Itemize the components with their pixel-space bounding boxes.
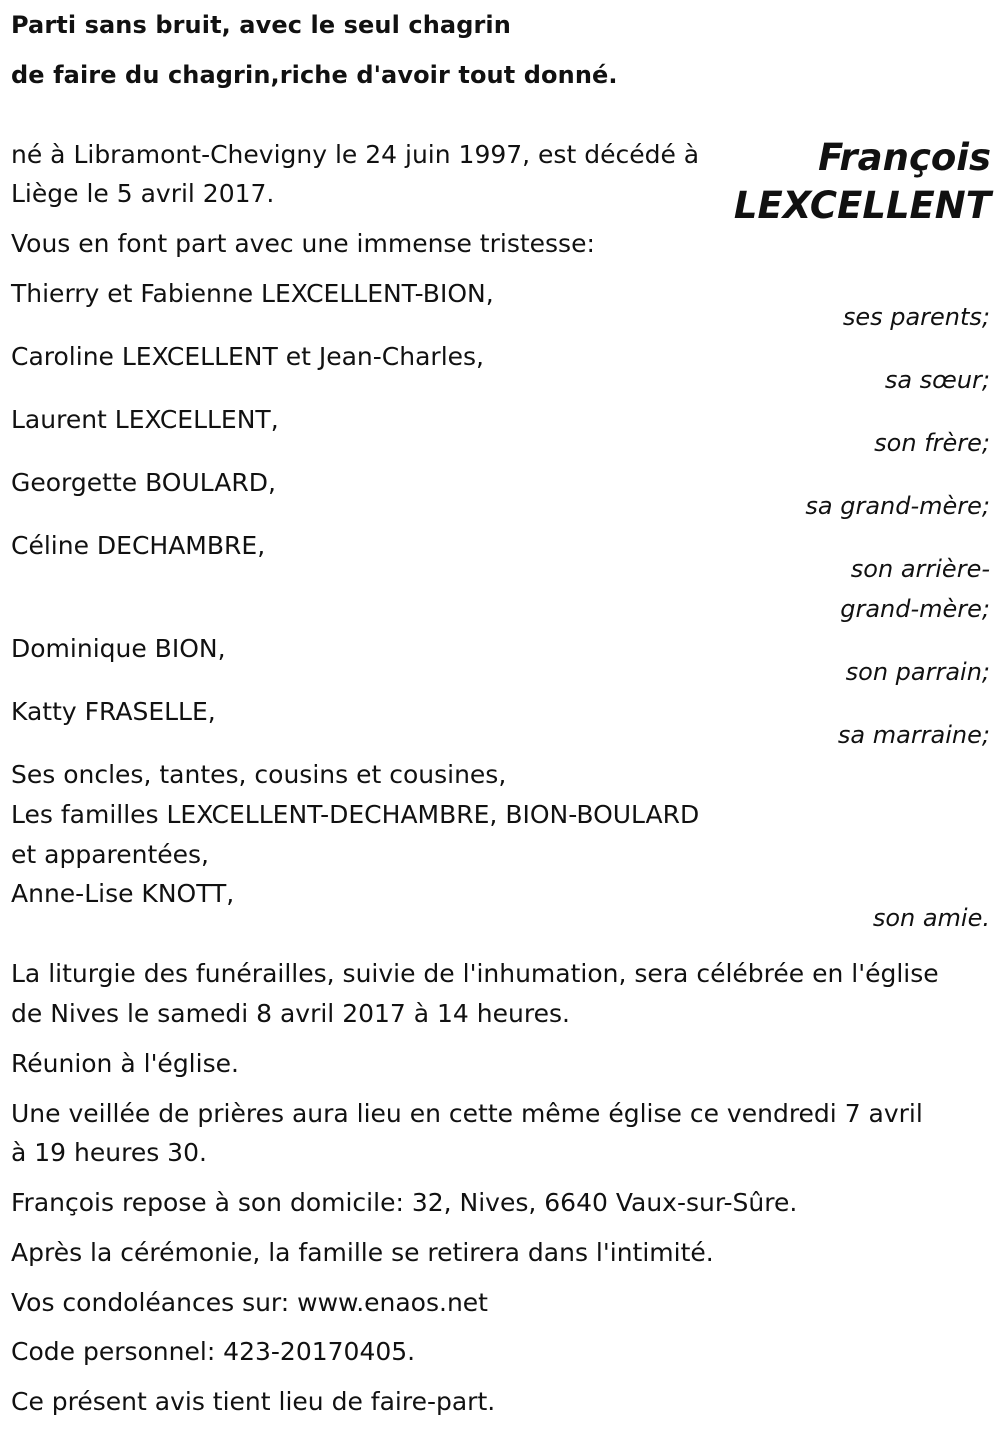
ceremony-line-2: de Nives le samedi 8 avril 2017 à 14 heures. — [11, 999, 570, 1028]
family-member-name: Georgette BOULARD, — [11, 468, 276, 497]
family-member-role: ses parents; — [842, 303, 990, 331]
relatives-line-4: Anne-Lise KNOTT, — [11, 879, 235, 908]
epigraph-line-1: Parti sans bruit, avec le seul chagrin — [11, 11, 511, 39]
relatives-line-1: Ses oncles, tantes, cousins et cousines, — [11, 760, 507, 789]
epigraph-line-2: de faire du chagrin,riche d'avoir tout donné. — [11, 61, 618, 89]
after-ceremony-text: Après la cérémonie, la famille se retirera dans l'intimité. — [11, 1238, 714, 1267]
vigil-line-1: Une veillée de prières aura lieu en cette même église ce vendredi 7 avril — [11, 1099, 923, 1128]
announcement: Vous en font part avec une immense tristesse: — [11, 229, 595, 258]
repose-text: François repose à son domicile: 32, Nives, 6640 Vaux-sur-Sûre. — [11, 1188, 798, 1217]
notice-text: Ce présent avis tient lieu de faire-part. — [11, 1387, 496, 1416]
deceased-first-name: François — [818, 136, 991, 179]
family-member-role: sa grand-mère; — [805, 492, 990, 520]
family-member-name: Céline DECHAMBRE, — [11, 531, 266, 560]
family-member-name: Thierry et Fabienne LEXCELLENT-BION, — [11, 279, 494, 308]
family-member-role-line-2: grand-mère; — [840, 595, 990, 623]
condolences-text: Vos condoléances sur: www.enaos.net — [11, 1288, 488, 1317]
ceremony-line-1: La liturgie des funérailles, suivie de l'inhumation, sera célébrée en l'église — [11, 959, 939, 988]
family-member-role: sa sœur; — [884, 366, 990, 394]
birth-death-line-1: né à Libramont-Chevigny le 24 juin 1997, est décédé à — [11, 140, 700, 169]
family-member-role-line-1: son arrière- — [850, 555, 990, 583]
family-member-name: Katty FRASELLE, — [11, 697, 216, 726]
relatives-line-2: Les familles LEXCELLENT-DECHAMBRE, BION-BOULARD — [11, 800, 700, 829]
birth-death-line-2: Liège le 5 avril 2017. — [11, 179, 275, 208]
family-member-name: Laurent LEXCELLENT, — [11, 405, 279, 434]
deceased-last-name: LEXCELLENT — [733, 184, 991, 227]
family-member-role: son parrain; — [845, 658, 990, 686]
personal-code-text: Code personnel: 423-20170405. — [11, 1337, 416, 1366]
vigil-line-2: à 19 heures 30. — [11, 1138, 207, 1167]
family-member-role: son frère; — [874, 429, 990, 457]
family-member-role: sa marraine; — [837, 721, 990, 749]
relatives-line-3: et apparentées, — [11, 840, 209, 869]
family-member-name: Caroline LEXCELLENT et Jean-Charles, — [11, 342, 484, 371]
meeting-text: Réunion à l'église. — [11, 1049, 239, 1078]
deceased-name — [734, 134, 991, 230]
friend-role: son amie. — [872, 904, 990, 932]
family-member-name: Dominique BION, — [11, 634, 226, 663]
